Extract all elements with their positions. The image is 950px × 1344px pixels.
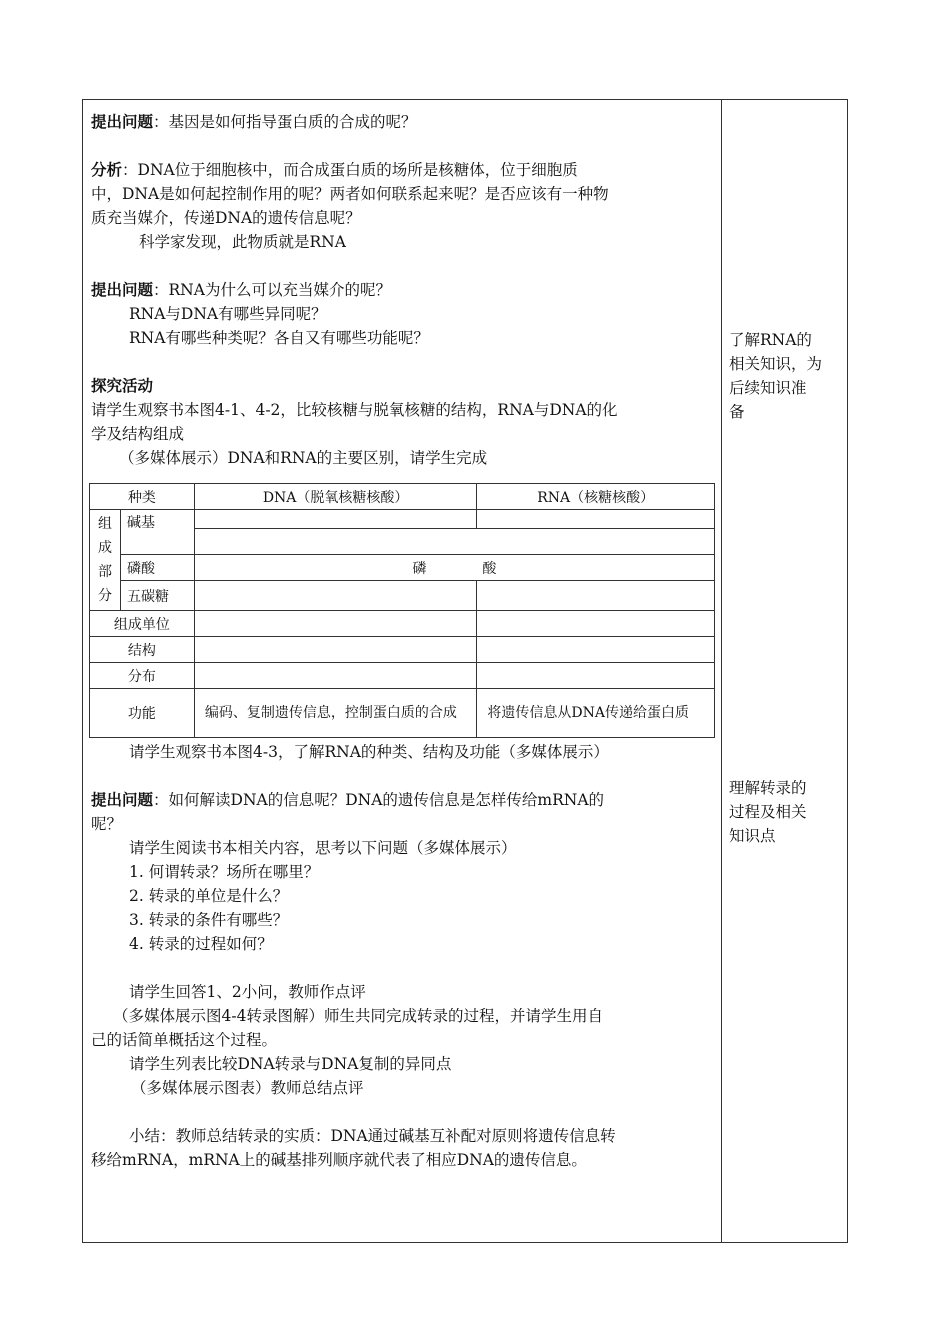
- side-note-line: 备: [729, 403, 745, 421]
- function-rna-cell: 将遗传信息从DNA传递给蛋白质: [477, 689, 715, 738]
- question-1: [91, 110, 717, 134]
- process-line-2: 己的话简单概括这个过程。: [91, 1031, 278, 1049]
- explore-line-2: 学及结构组成: [91, 425, 185, 443]
- side-note-line: 后续知识准: [729, 379, 807, 397]
- side-note-line: 相关知识，为: [729, 355, 823, 373]
- row-distribution-label: 分布: [90, 663, 195, 689]
- table-row: [90, 581, 715, 585]
- question-label: 提出问题: [91, 112, 154, 131]
- unit-dna-cell: [194, 611, 477, 637]
- table-row: [90, 637, 715, 663]
- phosphate-shared-cell: [194, 555, 714, 581]
- after-table-line: 请学生观察书本图4-3，了解RNA的种类、结构及功能（多媒体展示）: [129, 743, 609, 761]
- base-rna-cell: [477, 510, 715, 529]
- table-row: [90, 611, 715, 637]
- analysis-line-4: 科学家发现，此物质就是RNA: [139, 233, 346, 251]
- question-item: 3. 转录的条件有哪些？: [129, 911, 289, 929]
- row-unit-label: 组成单位: [90, 611, 195, 637]
- header-dna: DNA（脱氧核糖核酸）: [194, 484, 477, 510]
- structure-rna-cell: [477, 637, 715, 663]
- analysis-line-2: 中，DNA是如何起控制作用的呢？两者如何联系起来呢？是否应该有一种物: [91, 185, 609, 203]
- question-label: 提出问题: [91, 790, 154, 809]
- table-row: [90, 510, 715, 529]
- sugar-rna-cell: [477, 581, 715, 611]
- table-row: [90, 689, 715, 738]
- phosphate-char: 磷: [412, 560, 427, 577]
- question-text: ：基因是如何指导蛋白质的合成的呢？: [153, 113, 417, 131]
- function-dna-cell: 编码、复制遗传信息，控制蛋白质的合成: [194, 689, 477, 738]
- phosphate-char: 酸: [482, 560, 497, 577]
- composition-char: 部: [97, 564, 112, 580]
- analysis-text: ：DNA位于细胞核中，而合成蛋白质的场所是核糖体，位于细胞质: [122, 161, 578, 179]
- process-line-1: （多媒体展示图4-4转录图解）师生共同完成转录的过程，并请学生用自: [113, 1007, 603, 1025]
- side-note-line: 知识点: [729, 827, 776, 845]
- question-item: 2. 转录的单位是什么？: [129, 887, 289, 905]
- question-item: 4. 转录的过程如何？: [129, 935, 273, 953]
- composition-char: 组: [97, 516, 112, 532]
- table-row: [90, 663, 715, 689]
- header-kind: 种类: [90, 484, 195, 510]
- question-2-sub-2: RNA有哪些种类呢？各自又有哪些功能呢？: [129, 329, 429, 347]
- row-base-label: 碱基: [120, 510, 194, 555]
- row-phosphate-label: 磷酸: [120, 555, 194, 581]
- base-shared-cell: [194, 529, 714, 555]
- side-note-1: [729, 328, 841, 424]
- question-2: [91, 278, 717, 302]
- question-text: ：如何解读DNA的信息呢？DNA的遗传信息是怎样传给mRNA的: [153, 791, 605, 809]
- row-sugar-label: 五碳糖: [120, 581, 194, 611]
- conclusion-line-1: 小结：教师总结转录的实质：DNA通过碱基互补配对原则将遗传信息转: [129, 1127, 616, 1145]
- side-note-line: 过程及相关: [729, 803, 807, 821]
- question-item: 1. 何谓转录？场所在哪里？: [129, 863, 320, 881]
- question-label: 提出问题: [91, 280, 154, 299]
- dna-rna-comparison-table: [89, 483, 715, 738]
- base-dna-cell: [194, 510, 477, 529]
- explore-line-3: （多媒体展示）DNA和RNA的主要区别，请学生完成: [119, 449, 488, 467]
- explore-line-1: 请学生观察书本图4-1、4-2，比较核糖与脱氧核糖的结构，RNA与DNA的化: [91, 401, 618, 419]
- question-3-line-2: 呢？: [91, 815, 123, 833]
- side-note-line: 理解转录的: [729, 779, 807, 797]
- distribution-dna-cell: [194, 663, 477, 689]
- composition-label: [90, 510, 121, 611]
- answer-line: 请学生回答1、2小问，教师作点评: [129, 983, 366, 1001]
- table-row: [90, 555, 715, 581]
- compare-line: 请学生列表比较DNA转录与DNA复制的异同点: [129, 1055, 452, 1073]
- side-note-line: 了解RNA的: [729, 331, 812, 349]
- unit-rna-cell: [477, 611, 715, 637]
- read-instruction: 请学生阅读书本相关内容，思考以下问题（多媒体展示）: [129, 839, 517, 857]
- question-2-sub-1: RNA与DNA有哪些异同呢？: [129, 305, 327, 323]
- column-divider: [721, 100, 722, 1242]
- composition-char: 分: [97, 588, 112, 604]
- sugar-dna-cell: [194, 581, 477, 611]
- conclusion-line-2: 移给mRNA，mRNA上的碱基排列顺序就代表了相应DNA的遗传信息。: [91, 1151, 587, 1169]
- question-3: [91, 788, 717, 812]
- row-structure-label: 结构: [90, 637, 195, 663]
- summary-media-line: （多媒体展示图表）教师总结点评: [131, 1079, 364, 1097]
- explore-label: 探究活动: [91, 376, 154, 395]
- structure-dna-cell: [194, 637, 477, 663]
- analysis-line-1: [91, 158, 717, 182]
- header-rna: RNA（核糖核酸）: [477, 484, 715, 510]
- distribution-rna-cell: [477, 663, 715, 689]
- analysis-line-3: 质充当媒介，传递DNA的遗传信息呢？: [91, 209, 361, 227]
- side-note-2: [729, 776, 841, 848]
- table-header-row: [90, 484, 715, 510]
- analysis-label: 分析: [91, 160, 123, 179]
- composition-char: 成: [97, 540, 112, 556]
- row-function-label: 功能: [90, 689, 195, 738]
- question-text: ：RNA为什么可以充当媒介的呢？: [153, 281, 391, 299]
